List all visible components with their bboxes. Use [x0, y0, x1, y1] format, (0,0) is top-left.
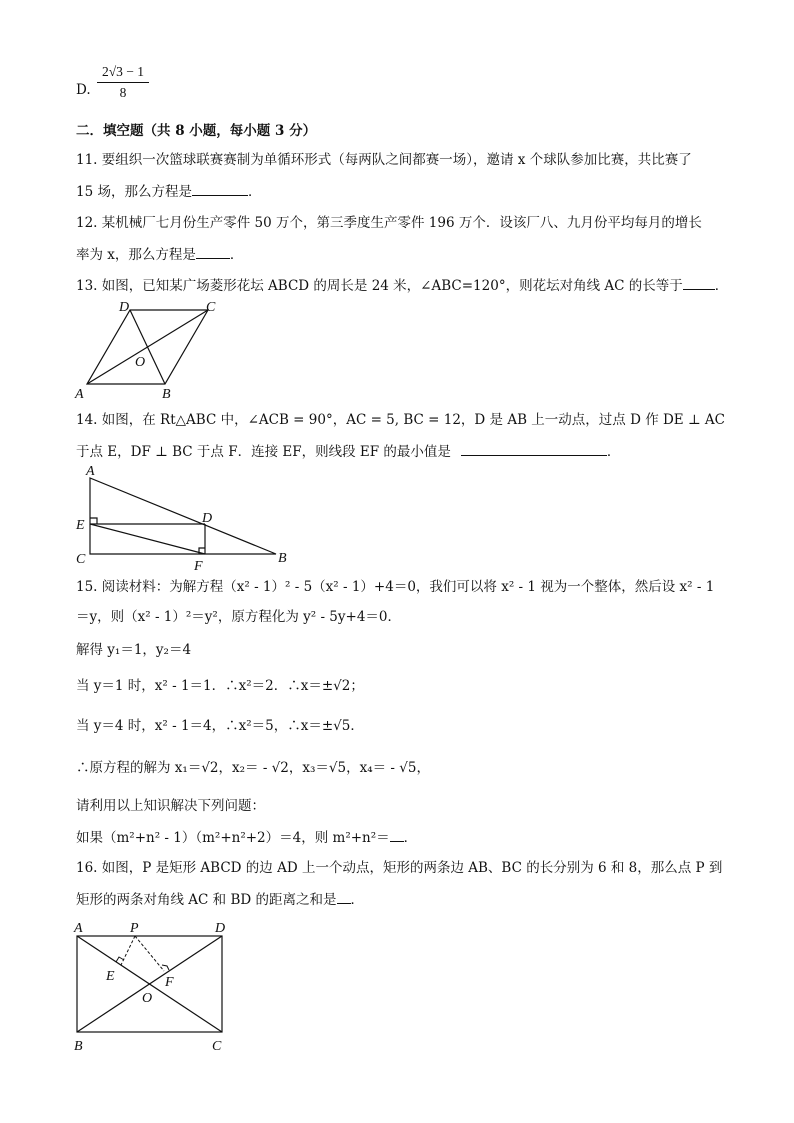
q16-line2 — [76, 889, 364, 910]
q13-line1 — [76, 275, 728, 296]
q15-line8-end: ． — [403, 830, 418, 846]
q16-answer-blank — [337, 889, 351, 904]
q15-line4: 当 y＝1 时，x² - 1＝1．∴x²＝2．∴x＝±√2； — [76, 678, 364, 694]
q15-line1: 15. 阅读材料：为解方程（x² - 1）² - 5（x² - 1）+4＝0，我们可以将 x² - 1 视为一个整体，然后设 x² - 1 — [76, 579, 715, 595]
q15-line2: ＝y，则（x² - 1）²＝y²，原方程化为 y² - 5y+4＝0． — [76, 609, 402, 625]
q14-line2-end: ． — [606, 444, 621, 460]
q15-line6: ∴原方程的解为 x₁＝√2，x₂＝ - √2，x₃＝√5，x₄＝ - √5， — [76, 760, 430, 776]
q16-label-p: P — [130, 921, 139, 936]
q13-line1-text: 13. 如图，已知某广场菱形花坛 ABCD 的周长是 24 米，∠ABC=120°，则花坛对角线 AC 的长等于 — [76, 278, 683, 294]
q13-label-c: C — [206, 300, 216, 315]
q16-label-o: O — [142, 991, 153, 1006]
segment-pf — [135, 936, 164, 971]
q11-line1: 11. 要组织一次篮球联赛赛制为单循环形式（每两队之间都赛一场），邀请 x 个球队参加比赛，共比赛了 — [76, 152, 692, 168]
diagonal-bd — [130, 310, 165, 384]
q11-answer-blank — [192, 181, 248, 196]
q13-label-a: A — [75, 387, 84, 402]
q15-answer-blank — [390, 827, 404, 842]
q11-line2 — [76, 181, 261, 202]
q16-rectangle-figure — [70, 914, 240, 1056]
option-d-label: D. — [76, 82, 91, 98]
segment-pe — [121, 936, 135, 965]
q12-line2-text: 率为 x，那么方程是 — [76, 247, 196, 263]
segment-ef — [90, 524, 205, 554]
q14-line2 — [76, 441, 620, 462]
q14-answer-blank — [461, 441, 607, 456]
q12-line1: 12. 某机械厂七月份生产零件 50 万个，第三季度生产零件 196 万个．设该厂八、九月份平均每月的增长 — [76, 215, 702, 231]
q16-line2-end: ． — [350, 892, 364, 908]
q15-line8-text: 如果（m²+n² - 1）（m²+n²+2）＝4，则 m²+n²＝ — [76, 830, 390, 846]
q13-label-d: D — [119, 300, 130, 315]
q13-line1-end: ． — [714, 278, 729, 294]
q11-line2-text: 15 场，那么方程是 — [76, 184, 192, 200]
q15-line8 — [76, 827, 417, 848]
q15-line5: 当 y＝4 时，x² - 1＝4，∴x²＝5，∴x＝±√5． — [76, 718, 364, 734]
q15-line3: 解得 y₁＝1，y₂＝4 — [76, 642, 192, 658]
q15-line7: 请利用以上知识解决下列问题： — [76, 798, 265, 814]
option-d-fraction — [97, 64, 149, 101]
section-title: 二．填空题（共 8 小题，每小题 3 分） — [76, 123, 317, 139]
q14-triangle-figure — [72, 462, 302, 574]
q16-line1: 16. 如图，P 是矩形 ABCD 的边 AD 上一个动点，矩形的两条边 AB、BC 的长分别为 6 和 8，那么点 P 到 — [76, 860, 723, 876]
q14-line2-text: 于点 E，DF ⊥ BC 于点 F．连接 EF，则线段 EF 的最小值是 — [76, 444, 451, 460]
q16-label-c: C — [212, 1039, 222, 1054]
q12-line2-end: ． — [229, 247, 244, 263]
q16-label-a: A — [74, 921, 83, 936]
q12-line2 — [76, 244, 243, 265]
option-d-denominator: 8 — [119, 85, 127, 100]
q12-answer-blank — [196, 244, 230, 259]
q16-label-f: F — [165, 975, 174, 990]
q14-label-d: D — [202, 511, 213, 526]
right-angle-e — [116, 957, 124, 962]
right-angle-f — [162, 965, 169, 970]
q13-label-b: B — [162, 387, 171, 402]
q16-line2-text: 矩形的两条对角线 AC 和 BD 的距离之和是 — [76, 892, 337, 908]
q16-label-e: E — [106, 969, 115, 984]
triangle-abc — [90, 478, 276, 554]
q13-answer-blank — [683, 275, 715, 290]
q14-label-c: C — [76, 552, 86, 567]
q11-line2-end: ． — [247, 184, 262, 200]
q14-label-b: B — [278, 551, 287, 566]
q13-label-o: O — [135, 355, 146, 370]
q14-line1: 14. 如图，在 Rt△ABC 中，∠ACB = 90°，AC = 5, BC = 12，D 是 AB 上一动点，过点 D 作 DE ⊥ AC — [76, 412, 726, 428]
q14-label-e: E — [76, 518, 85, 533]
q16-label-d: D — [215, 921, 226, 936]
q14-label-f: F — [194, 559, 203, 574]
q13-rhombus-figure — [70, 298, 230, 402]
option-d-numerator: 2√3 − 1 — [97, 64, 149, 83]
right-angle-e — [90, 518, 97, 524]
q14-label-a: A — [86, 464, 95, 479]
q16-label-b: B — [74, 1039, 83, 1054]
